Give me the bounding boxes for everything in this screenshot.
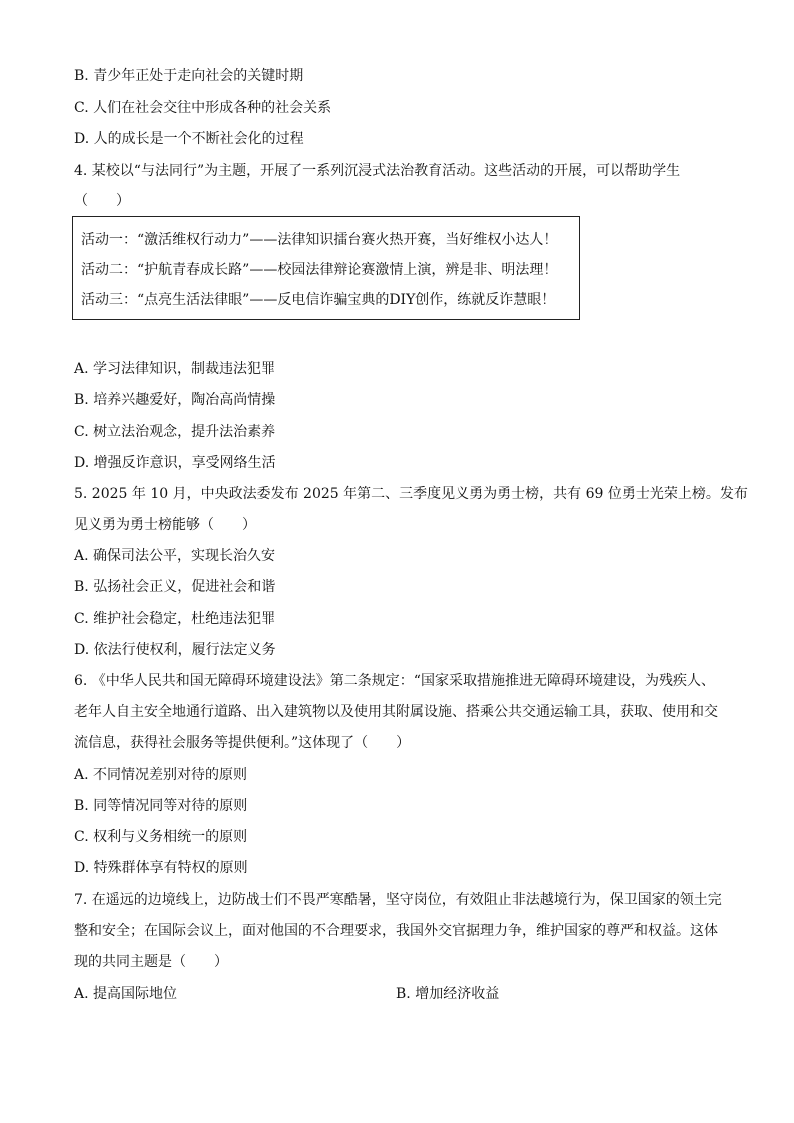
q6-option-a: A. 不同情况差别对待的原则 (74, 767, 248, 783)
q7-option-a: A. 提高国际地位 (74, 986, 178, 1002)
q6-option-d: D. 特殊群体享有特权的原则 (74, 860, 248, 876)
q7-stem-cont-1: 整和安全；在国际会议上，面对他国的不合理要求，我国外交官据理力争，维护国家的尊严和权益。这体 (74, 923, 718, 939)
q6-option-b: B. 同等情况同等对待的原则 (74, 798, 248, 814)
q5-option-c: C. 维护社会稳定，杜绝违法犯罪 (74, 611, 276, 627)
q6-stem-cont-1: 老年人自主安全地通行道路、出入建筑物以及使用其附属设施、搭乘公共交通运输工具，获取、使用和交 (74, 704, 718, 720)
q3-option-c: C. 人们在社会交往中形成各种的社会关系 (74, 100, 332, 116)
q7-stem: 7. 在遥远的边境线上，边防战士们不畏严寒酷暑，坚守岗位，有效阻止非法越境行为，保卫国家的领土完 (74, 892, 722, 908)
q6-option-c: C. 权利与义务相统一的原则 (74, 829, 248, 845)
q4-activity-box (72, 216, 580, 320)
q6-stem: 6. 《中华人民共和国无障碍环境建设法》第二条规定：“国家采取措施推进无障碍环境建设，为残疾人、 (74, 673, 715, 689)
activity-3: 活动三：“点亮生活法律眼”——反电信诈骗宝典的DIY创作，练就反诈慧眼！ (81, 292, 556, 308)
activity-2: 活动二：“护航青春成长路”——校园法律辩论赛激情上演，辨是非、明法理！ (81, 262, 558, 278)
q7-stem-cont-2: 现的共同主题是（ ） (74, 954, 228, 970)
q6-stem-cont-2: 流信息，获得社会服务等提供便利。”这体现了（ ） (74, 735, 411, 751)
q4-option-b: B. 培养兴趣爱好，陶冶高尚情操 (74, 392, 276, 408)
q3-option-b: B. 青少年正处于走向社会的关键时期 (74, 68, 304, 84)
q4-stem: 4. 某校以“与法同行”为主题，开展了一系列沉浸式法治教育活动。这些活动的开展，可以帮助学生 (74, 163, 681, 179)
q4-answer-blank: （ ） (74, 193, 130, 209)
q7-option-b: B. 增加经济收益 (396, 986, 500, 1002)
q5-stem-cont: 见义勇为勇士榜能够（ ） (74, 517, 256, 533)
q5-option-b: B. 弘扬社会正义，促进社会和谐 (74, 579, 276, 595)
q4-option-c: C. 树立法治观念，提升法治素养 (74, 424, 276, 440)
q3-option-d: D. 人的成长是一个不断社会化的过程 (74, 131, 304, 147)
activity-1: 活动一：“激活维权行动力”——法律知识擂台赛火热开赛，当好维权小达人！ (81, 232, 558, 248)
q5-option-d: D. 依法行使权利，履行法定义务 (74, 642, 276, 658)
q4-option-a: A. 学习法律知识，制裁违法犯罪 (74, 361, 276, 377)
q5-stem: 5. 2025 年 10 月，中央政法委发布 2025 年第二、三季度见义勇为勇士榜，共有 69 位勇士光荣上榜。发布 (74, 486, 748, 502)
q5-option-a: A. 确保司法公平，实现长治久安 (74, 548, 276, 564)
q4-option-d: D. 增强反诈意识，享受网络生活 (74, 455, 276, 471)
